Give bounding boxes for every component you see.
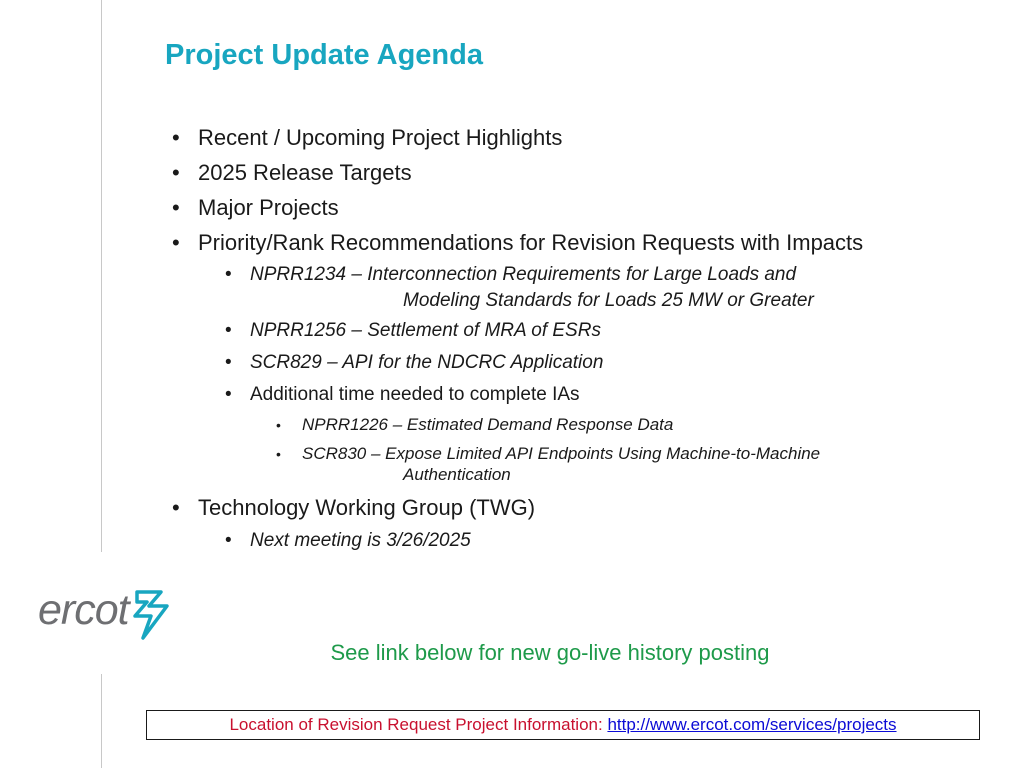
project-info-box bbox=[146, 710, 980, 740]
subsubitem-scr830-continuation: Authentication bbox=[403, 465, 511, 484]
agenda-item-label: Major Projects bbox=[198, 195, 339, 220]
bullet-icon: • bbox=[172, 160, 180, 185]
project-info-link[interactable]: http://www.ercot.com/services/projects bbox=[607, 715, 897, 734]
subitem-label: NPRR1234 – Interconnection Requirements for Large Loads and bbox=[250, 264, 797, 285]
subitem-label: Next meeting is 3/26/2025 bbox=[250, 530, 471, 551]
subitem-scr829 bbox=[225, 352, 604, 374]
ercot-star-bolt-icon bbox=[131, 589, 171, 641]
bullet-icon: • bbox=[172, 125, 180, 150]
subitem-nprr1234-continuation: Modeling Standards for Loads 25 MW or Greater bbox=[403, 290, 814, 311]
agenda-item-label: Recent / Upcoming Project Highlights bbox=[198, 125, 563, 150]
bullet-icon: • bbox=[225, 320, 232, 341]
bullet-icon: • bbox=[172, 230, 180, 255]
agenda-item-twg bbox=[172, 495, 536, 521]
subitem-label: SCR829 – API for the NDCRC Application bbox=[250, 352, 604, 373]
project-info-label: Location of Revision Request Project Information: bbox=[229, 715, 608, 734]
bullet-icon: • bbox=[276, 417, 281, 433]
logo-wordmark: ercot bbox=[38, 586, 129, 634]
bullet-icon: • bbox=[172, 195, 180, 220]
subitem-nprr1256 bbox=[225, 320, 601, 342]
agenda-item-label: Priority/Rank Recommendations for Revision Requests with Impacts bbox=[198, 230, 864, 255]
subitem-label: NPRR1256 – Settlement of MRA of ESRs bbox=[250, 320, 601, 341]
left-divider-bottom bbox=[101, 674, 102, 768]
subsubitem-scr830 bbox=[276, 444, 821, 464]
agenda-item-recent bbox=[172, 125, 563, 151]
subsubitem-label: SCR830 – Expose Limited API Endpoints Using Machine-to-Machine bbox=[302, 444, 821, 463]
agenda-item-major-projects bbox=[172, 195, 339, 221]
bullet-icon: • bbox=[276, 446, 281, 462]
bullet-icon: • bbox=[225, 352, 232, 373]
bullet-icon: • bbox=[172, 495, 180, 520]
bullet-icon: • bbox=[225, 384, 232, 405]
subsubitem-nprr1226 bbox=[276, 415, 674, 435]
agenda-item-label: 2025 Release Targets bbox=[198, 160, 412, 185]
slide-title: Project Update Agenda bbox=[165, 39, 483, 71]
bullet-icon: • bbox=[225, 264, 232, 285]
ercot-logo bbox=[38, 585, 170, 645]
bullet-icon: • bbox=[225, 530, 232, 551]
subitem-nprr1234 bbox=[225, 264, 797, 286]
subsubitem-label: NPRR1226 – Estimated Demand Response Data bbox=[302, 415, 674, 434]
agenda-item-release-targets bbox=[172, 160, 412, 186]
subitem-next-meeting bbox=[225, 530, 471, 552]
agenda-item-label: Technology Working Group (TWG) bbox=[198, 495, 536, 520]
subitem-label: Additional time needed to complete IAs bbox=[250, 384, 580, 405]
golive-history-note: See link below for new go-live history posting bbox=[330, 640, 770, 665]
subitem-additional-time bbox=[225, 384, 580, 406]
agenda-item-priority-rank bbox=[172, 230, 864, 256]
